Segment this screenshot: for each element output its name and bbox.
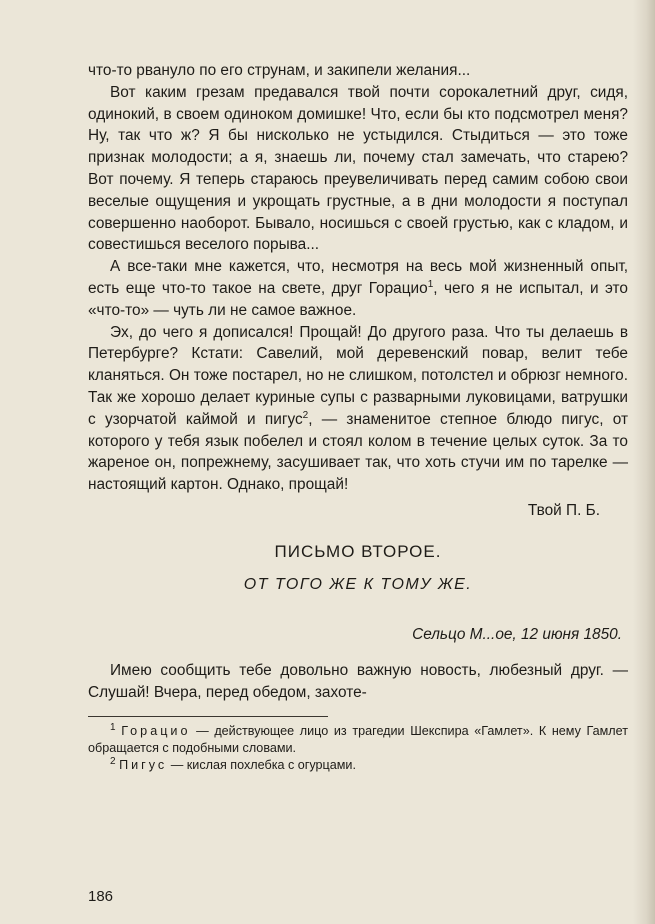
paragraph-text: , чего я не испытал, и это «что-то» — чуть ли не самое важное. [88, 279, 628, 319]
footnote-text: — действующее лицо из трагедии Шекспира «Гамлет». К нему Гамлет обращается с подобными словами. [88, 723, 628, 755]
footnote-1 [88, 723, 628, 757]
footnote-number: 2 [110, 755, 116, 767]
paragraph-with-footnote-1 [88, 256, 628, 321]
section-subheading: ОТ ТОГО ЖЕ К ТОМУ ЖЕ. [243, 575, 473, 593]
paragraph: Имею сообщить тебе довольно важную новость, любезный друг. — Слушай! Вчера, перед обедом, захоте- [88, 661, 628, 701]
paragraph-text: А все-таки мне кажется, что, несмотря на весь мой жизненный опыт, есть еще что-то такое на свете, друг Горацио [88, 258, 628, 297]
paragraph-text: Эх, до чего я дописался! Прощай! До другого раза. Что ты делаешь в Петербурге? Кстати: Савелий, мой деревенский повар, велит тебе кланяться. Он тоже постарел, но не слишком, потолстел и обрюзг немного. Так же хорошо делает куриные супы с разварными луковицами, ватрушки с узорчатой каймой и пигус [88, 323, 628, 428]
footnote-2 [88, 757, 628, 774]
footnote-number: 1 [110, 721, 116, 733]
footnote-term: Горацио [121, 723, 191, 738]
letter-place-date: Сельцо М...ое, 12 июня 1850. [412, 625, 622, 643]
paragraph-with-footnote-2 [88, 322, 628, 496]
footnote-term: Пигус [119, 757, 168, 772]
page-number: 186 [88, 888, 114, 905]
letter-signature: Твой П. Б. [527, 501, 600, 519]
paragraph: Вот каким грезам предавался твой почти сорокалетний друг, сидя, одинокий, в своем одиноком домишке! Что, если бы кто подсмотрел меня? Ну, так что ж? Я бы нисколько не устыдился. Стыдиться — это тоже признак молодости; а я, знаешь ли, почему стал замечать, что старею? Вот почему. Я теперь стараюсь преувеличивать перед самим собою свои веселые ощущения и укрощать грустные, а в дни молодости я поступал совершенно наоборот. Бывало, носишься с своей грустью, как с кладом, и совестишься веселого порыва... [88, 83, 628, 254]
page-edge-shadow [633, 0, 655, 924]
main-text-block [88, 60, 628, 774]
paragraph-text: , — знаменитое степное блюдо пигус, от которого у тебя язык побелел и стоял колом в течение целых суток. За то жареное он, попрежнему, засушивает так, что хоть стучи им по тарелке — настоящий картон. Однако, прощай! [88, 410, 628, 494]
footnote-text: — кислая похлебка с огурцами. [167, 757, 356, 772]
paragraph-continuation: что-то рвануло по его струнам, и закипели желания... [88, 62, 471, 79]
section-heading: ПИСЬМО ВТОРОЕ. [274, 541, 442, 561]
footnote-divider [88, 716, 328, 717]
footnote-marker-2: 2 [302, 409, 309, 421]
footnote-marker-1: 1 [427, 278, 434, 290]
